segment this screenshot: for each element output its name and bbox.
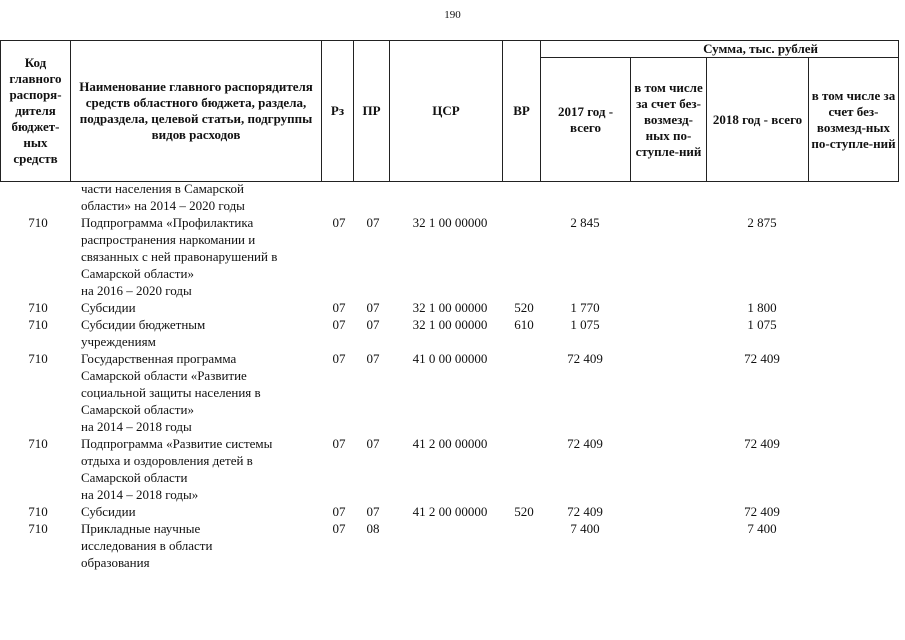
table-row bbox=[0, 503, 898, 520]
row-name bbox=[81, 503, 321, 520]
row-name-line: образования bbox=[81, 555, 150, 570]
row-rz: 07 bbox=[332, 215, 346, 230]
row-rz: 07 bbox=[332, 317, 346, 332]
row-rz: 07 bbox=[332, 351, 346, 366]
row-name-line: распространения наркомании и bbox=[81, 232, 256, 247]
row-csr: 32 1 00 00000 bbox=[412, 317, 488, 332]
row-name-line: области» на 2014 – 2020 годы bbox=[81, 198, 245, 213]
row-sum-2018: 1 800 bbox=[747, 300, 777, 315]
row-sum-2017: 7 400 bbox=[570, 521, 600, 536]
row-name bbox=[81, 520, 321, 571]
row-name-line: социальной защиты населения в bbox=[81, 385, 261, 400]
table-row bbox=[0, 435, 898, 503]
row-name-line: отдыха и оздоровления детей в bbox=[81, 453, 253, 468]
table-header bbox=[0, 40, 899, 182]
row-name-line: Самарской области «Развитие bbox=[81, 368, 247, 383]
row-name-line: Самарской области» bbox=[81, 402, 194, 417]
row-pr: 07 bbox=[366, 436, 380, 451]
header-rz: Рз bbox=[322, 41, 354, 182]
row-rz: 07 bbox=[332, 436, 346, 451]
row-name-line: исследования в области bbox=[81, 538, 213, 553]
row-pr: 07 bbox=[366, 215, 380, 230]
header-code: Код главного распоря-дителя бюджет-ных средств bbox=[1, 41, 71, 182]
row-sum-2017: 1 075 bbox=[570, 317, 600, 332]
page-number: 190 bbox=[444, 9, 461, 21]
row-name-line: Подпрограмма «Профилактика bbox=[81, 215, 254, 230]
row-code: 710 bbox=[28, 351, 48, 366]
row-vr: 520 bbox=[514, 504, 534, 519]
row-rz: 07 bbox=[332, 300, 346, 315]
row-rz: 07 bbox=[332, 504, 346, 519]
header-vr: ВР bbox=[503, 41, 541, 182]
row-name-line: части населения в Самарской bbox=[81, 181, 244, 196]
row-name-line: Прикладные научные bbox=[81, 521, 201, 536]
row-rz: 07 bbox=[332, 521, 346, 536]
row-sum-2017: 1 770 bbox=[570, 300, 600, 315]
row-name bbox=[81, 350, 321, 435]
header-2017-total: 2017 год - всего bbox=[541, 58, 631, 182]
row-sum-2018: 7 400 bbox=[747, 521, 777, 536]
row-name bbox=[81, 180, 321, 214]
table-row bbox=[0, 299, 898, 316]
row-name-line: на 2014 – 2018 годы» bbox=[81, 487, 199, 502]
row-code: 710 bbox=[28, 521, 48, 536]
row-sum-2018: 72 409 bbox=[744, 436, 780, 451]
header-2017-incl: в том числе за счет без-возмезд-ных по-ступле-ний bbox=[631, 58, 707, 182]
table-row bbox=[0, 520, 898, 571]
row-csr: 41 2 00 00000 bbox=[412, 504, 488, 519]
row-name-line: на 2014 – 2018 годы bbox=[81, 419, 192, 434]
row-name-line: Государственная программа bbox=[81, 351, 237, 366]
header-2018-incl: в том числе за счет без-возмезд-ных по-ступле-ний bbox=[809, 58, 899, 182]
row-name-line: на 2016 – 2020 годы bbox=[81, 283, 192, 298]
row-code: 710 bbox=[28, 436, 48, 451]
row-pr: 07 bbox=[366, 351, 380, 366]
row-sum-2018: 2 875 bbox=[747, 215, 777, 230]
row-name-line: Подпрограмма «Развитие системы bbox=[81, 436, 273, 451]
row-name bbox=[81, 316, 321, 350]
row-csr: 32 1 00 00000 bbox=[412, 215, 488, 230]
row-pr: 08 bbox=[366, 521, 380, 536]
header-2018-total: 2018 год - всего bbox=[707, 58, 809, 182]
row-csr: 41 0 00 00000 bbox=[412, 351, 488, 366]
row-csr: 41 2 00 00000 bbox=[412, 436, 488, 451]
row-name-line: Самарской области bbox=[81, 470, 188, 485]
row-sum-2018: 1 075 bbox=[747, 317, 777, 332]
row-name-line: Субсидии bbox=[81, 300, 136, 315]
row-name-line: Самарской области» bbox=[81, 266, 194, 281]
row-name-line: Субсидии бюджетным bbox=[81, 317, 206, 332]
row-code: 710 bbox=[28, 300, 48, 315]
table-row bbox=[0, 350, 898, 435]
row-vr: 610 bbox=[514, 317, 534, 332]
header-csr: ЦСР bbox=[390, 41, 503, 182]
row-code: 710 bbox=[28, 504, 48, 519]
row-csr: 32 1 00 00000 bbox=[412, 300, 488, 315]
table-row bbox=[0, 180, 898, 214]
row-name-line: связанных с ней правонарушений в bbox=[81, 249, 278, 264]
row-pr: 07 bbox=[366, 504, 380, 519]
row-sum-2018: 72 409 bbox=[744, 351, 780, 366]
row-pr: 07 bbox=[366, 317, 380, 332]
row-sum-2018: 72 409 bbox=[744, 504, 780, 519]
table-row bbox=[0, 316, 898, 350]
header-sum-group: Сумма, тыс. рублей bbox=[541, 41, 899, 58]
table-row bbox=[0, 214, 898, 299]
row-name bbox=[81, 299, 321, 316]
row-name bbox=[81, 435, 321, 503]
row-sum-2017: 72 409 bbox=[567, 351, 603, 366]
row-vr: 520 bbox=[514, 300, 534, 315]
row-name-line: Субсидии bbox=[81, 504, 136, 519]
row-code: 710 bbox=[28, 215, 48, 230]
row-code: 710 bbox=[28, 317, 48, 332]
row-name bbox=[81, 214, 321, 299]
row-sum-2017: 72 409 bbox=[567, 504, 603, 519]
row-sum-2017: 72 409 bbox=[567, 436, 603, 451]
row-pr: 07 bbox=[366, 300, 380, 315]
row-sum-2017: 2 845 bbox=[570, 215, 600, 230]
row-name-line: учреждениям bbox=[81, 334, 156, 349]
header-name: Наименование главного распорядителя средств областного бюджета, раздела, подраздела, целевой статьи, подгруппы видов расходов bbox=[71, 41, 322, 182]
header-pr: ПР bbox=[354, 41, 390, 182]
